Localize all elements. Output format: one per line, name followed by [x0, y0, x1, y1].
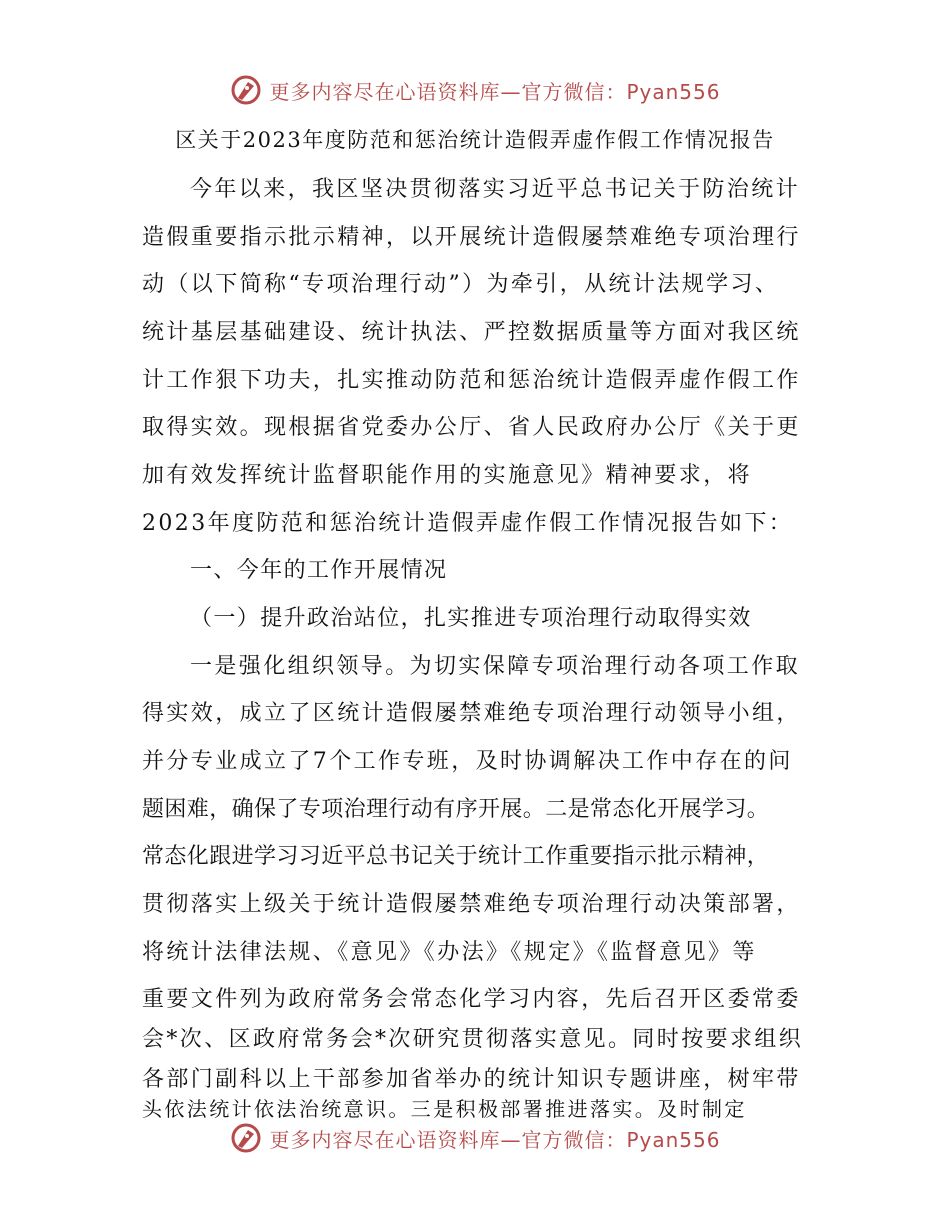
paragraph-line: 统计基层基础建设、统计执法、严控数据质量等方面对我区统: [142, 320, 801, 345]
paragraph-line: 得实效，成立了区统计造假屡禁难绝专项治理行动领导小组，: [142, 701, 801, 726]
paragraph-line: 将统计法律法规、《意见》《办法》《规定》《监督意见》等: [142, 940, 757, 965]
paragraph-line: 取得实效。现根据省党委办公厅、省人民政府办公厅《关于更: [142, 415, 801, 440]
footer-watermark: [0, 1118, 950, 1158]
paragraph-line: 计工作狠下功夫，扎实推动防范和惩治统计造假弄虚作假工作: [142, 368, 801, 393]
paragraph-line: 造假重要指示批示精神，以开展统计造假屡禁难绝专项治理行: [142, 225, 801, 250]
paragraph-line: 今年以来，我区坚决贯彻落实习近平总书记关于防治统计: [190, 177, 801, 202]
pen-nib-circle-icon: [229, 1121, 263, 1155]
subsection-heading: （一）提升政治站位，扎实推进专项治理行动取得实效: [190, 606, 752, 631]
paragraph-line: 题困难，确保了专项治理行动有序开展。二是常态化开展学习。: [142, 797, 770, 822]
watermark-group: [229, 1121, 720, 1155]
paragraph-line: 并分专业成立了7个工作专班，及时协调解决工作中存在的问: [142, 749, 793, 774]
paragraph-line: 会*次、区政府常务会*次研究贯彻落实意见。同时按要求组织: [142, 1027, 804, 1052]
paragraph-line: 重要文件列为政府常务会常态化学习内容，先后召开区委常委: [142, 987, 801, 1012]
watermark-text: 更多内容尽在心语资料库—官方微信：Pyan556: [269, 79, 721, 104]
paragraph-line: 各部门副科以上干部参加省举办的统计知识专题讲座，树牢带: [142, 1067, 801, 1092]
paragraph-line: 动（以下简称“专项治理行动”）为牵引，从统计法规学习、: [142, 272, 780, 297]
pen-nib-circle-icon: [229, 73, 263, 107]
paragraph-line: 加有效发挥统计监督职能作用的实施意见》精神要求，将: [142, 463, 753, 488]
section-heading: 一、今年的工作开展情况: [190, 558, 448, 583]
header-watermark: [0, 70, 950, 110]
document-title: 区关于2023年度防范和惩治统计造假弄虚作假工作情况报告: [175, 128, 775, 152]
paragraph-line: 2023年度防范和惩治统计造假弄虚作假工作情况报告如下：: [142, 511, 794, 536]
paragraph-line: 贯彻落实上级关于统计造假屡禁难绝专项治理行动决策部署，: [142, 892, 801, 917]
watermark-group: [229, 73, 720, 107]
watermark-text: 更多内容尽在心语资料库—官方微信：Pyan556: [269, 1127, 721, 1152]
paragraph-line: 头依法统计依法治统意识。三是积极部署推进落实。及时制定: [142, 1097, 747, 1121]
paragraph-line: 一是强化组织领导。为切实保障专项治理行动各项工作取: [190, 654, 801, 679]
paragraph-line: 常态化跟进学习习近平总书记关于统计工作重要指示批示精神，: [142, 844, 770, 869]
